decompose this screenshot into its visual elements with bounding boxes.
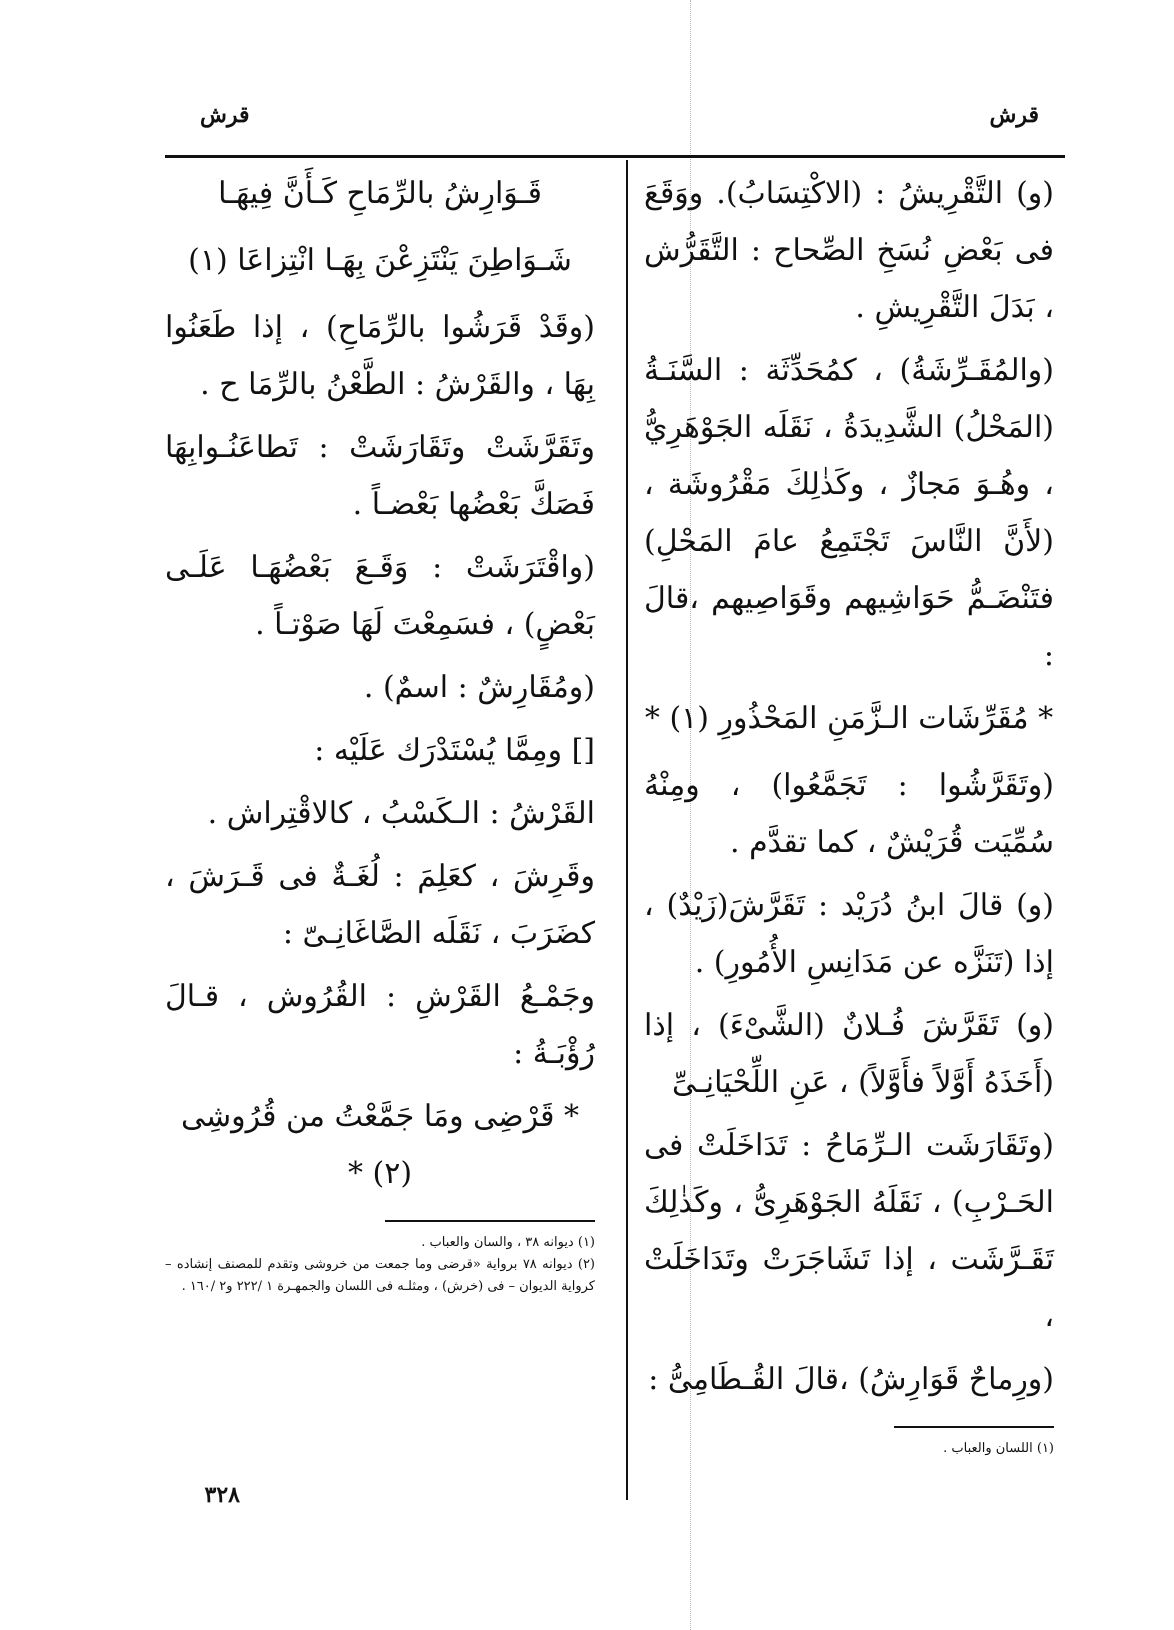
left-paragraph: (وقَدْ قَرَشُوا بالرِّمَاحِ) ، إذا طَعَنُوا بِهَا ، والقَرْشُ : الطَّعْنُ بالرِّمَا ح . (165, 310, 595, 402)
left-paragraph: (واقْتَرَشَتْ : وَقَـعَ بَعْضُهَـا عَلَـى بَعْضٍ) ، فسَمِعْتَ لَهَا صَوْتـاً . (165, 550, 595, 642)
right-paragraph: (والمُقَـرِّشَةُ) ، كمُحَدِّثَة : السَّنَـةُ (المَحْلُ) الشَّدِيدَةُ ، نَقَلَه الجَوْهَرِيُّ ، وهُـوَ مَجازٌ ، وكَذٰلِكَ مَقْرُوشَة ، (لأَنَّ النَّاسَ تَجْتَمِعُ عامَ المَحْلِ) فتَنْضَـمُّ حَوَاشِيهم وقَوَاصِيهم ،قالَ : (644, 353, 1054, 673)
left-paragraph: وتَقَرَّشَتْ وتَقَارَشَتْ : تَطاعَنُـوابِهَا فَصَكَّ بَعْضُها بَعْضـاً . (165, 430, 595, 522)
left-paragraph: القَرْشُ : الـكَسْبُ ، كالاقْتِراش . (207, 796, 595, 831)
header-rule (165, 155, 1065, 158)
left-paragraph: (ومُقَارِشٌ : اسمٌ) . (363, 670, 595, 705)
page-number: ٣٢٨ (204, 1482, 240, 1508)
footnote-rule (385, 1220, 595, 1222)
right-paragraph: (وتَقَارَشَت الـرِّمَاحُ : تَدَاخَلَتْ فى الحَـرْبِ) ، نَقَلَهُ الجَوْهَرِىُّ ، وكَذٰلِكَ تَقَـرَّشَت ، إذا تَشَاجَرَتْ وتَدَاخَلَتْ ، (644, 1128, 1054, 1334)
header-right-word: قرش (989, 102, 1039, 128)
column-divider (626, 160, 628, 1500)
right-paragraph: (و) تَقَرَّشَ فُـلانٌ (الشَّىْءَ) ، إذا (أَخَذَهُ أَوَّلاً فأَوَّلاً) ، عَنِ اللِّحْيَانِـىِّ (644, 1008, 1054, 1100)
footnote: (١) ديوانه ٣٨ ، والسان والعباب . (421, 1235, 595, 1250)
left-paragraph: وجَمْـعُ القَرْشِ : القُرُوش ، قـالَ رُؤْبَـةُ : (165, 979, 595, 1071)
left-verse-line: شَـوَاطِنَ يَنْتَزِعْنَ بِهَـا انْتِزاعَا (١) (188, 243, 572, 278)
right-column (644, 165, 1054, 1460)
left-paragraph: وقَرِشَ ، كعَلِمَ : لُغَـةٌ فى قَـرَشَ ، كضَرَبَ ، نَقَلَه الصَّاغَانِـىّ : (165, 859, 595, 951)
left-verse: * قَرْضِى ومَا جَمَّعْتُ من قُرُوشِى (٢) * (181, 1099, 579, 1191)
footnote: (٢) ديوانه ٧٨ برواية «قرضى وما جمعت من خروشى وتقدم للمصنف إنشاده – كرواية الديوان – فى (خرش) ، ومثلـه فى اللسان والجمهـرة ١ /٢٢٢ و٢ /١٦٠ . (165, 1257, 595, 1294)
header-left-word: قرش (200, 102, 250, 128)
left-column (165, 165, 595, 1298)
left-paragraph: [] ومِمَّا يُسْتَدْرَك عَلَيْه : (314, 733, 595, 768)
right-paragraph: (و) التَّقْرِيشُ : (الاكْتِسَابُ). ووَقَعَ فى بَعْضِ نُسَخِ الصِّحاح : التَّقَرُّش ، بَدَلَ التَّقْرِيشِ . (644, 176, 1054, 325)
page-number-row (160, 1482, 1060, 1508)
left-verse-line: قَـوَارِشُ بالرِّمَاحِ كَـأَنَّ فِيهَـا (218, 176, 542, 211)
right-verse: * مُقَرِّشَات الـزَّمَنِ المَحْذُورِ (١) * (644, 701, 1054, 736)
footnote-rule (894, 1426, 1054, 1428)
right-paragraph: (و) قالَ ابنُ دُرَيْد : تَقَرَّشَ(زَيْدٌ) ، إذا (تَنَزَّه عن مَدَانِسِ الأُمُورِ) . (644, 888, 1054, 980)
footnote: (١) اللسان والعباب . (943, 1441, 1054, 1456)
right-paragraph: (وتَقَرَّشُوا : تَجَمَّعُوا) ، ومِنْهُ سُمِّيَت قُرَيْشٌ ، كما تقدَّم . (644, 768, 1054, 860)
right-paragraph: (ورِماحٌ قَوَارِشُ) ،قالَ القُـطَامِىُّ : (648, 1362, 1054, 1397)
